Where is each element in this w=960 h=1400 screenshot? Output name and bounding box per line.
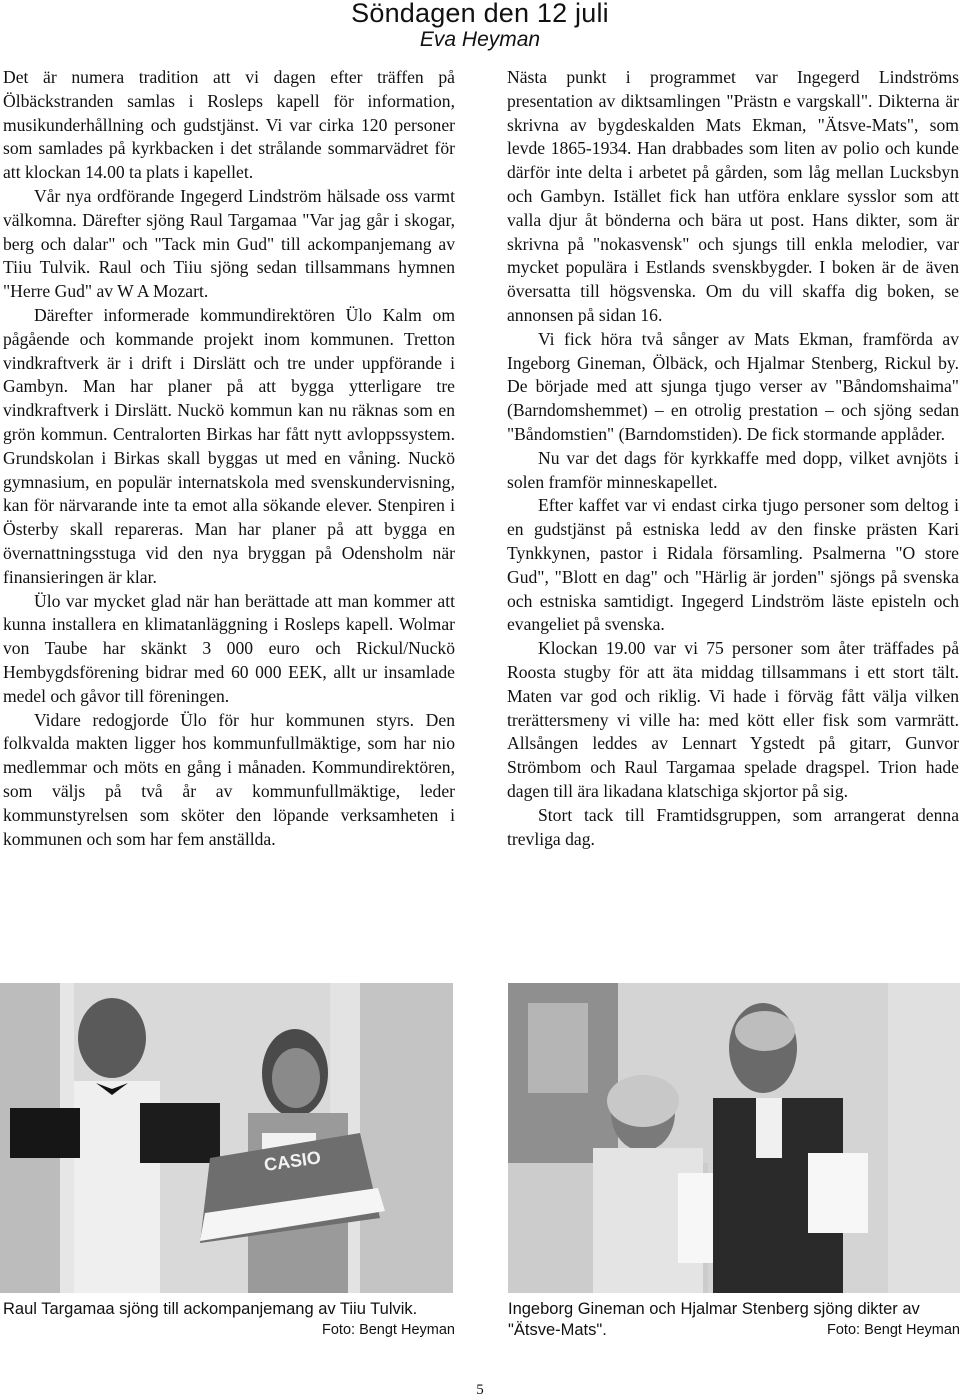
photo-credit: Foto: Bengt Heyman	[322, 1322, 455, 1338]
paragraph: Vår nya ordförande Ingegerd Lindström hälsade oss varmt välkomna. Därefter sjöng Raul Targamaa "Var jag går i skogar, berg och dalar" och "Tack min Gud" till ackompanjemang av Tiiu Tulvik. Raul och Tiiu sjöng sedan tillsammans hymnen "Herre Gud" av W A Mozart.	[3, 185, 455, 302]
paragraph: Vidare redogjorde Ülo för hur kommunen styrs. Den folkvalda makten ligger hos kommunfullmäktige, som har nio medlemmar och möts en gång i månaden. Kommundirektören, som väljs på två år av kommunfullmäktige, leder kommunstyrelsen som sköter den löpande verksamheten i kommunen och som har fem anställda.	[3, 709, 455, 849]
article-column-left	[3, 66, 455, 851]
keyboard-brand-logo: CASIO	[262, 1147, 323, 1175]
caption-text: Raul Targamaa sjöng till ackompanjemang av Tiiu Tulvik.	[3, 1300, 418, 1318]
paragraph: Stort tack till Framtidsgruppen, som arrangerat denna trevliga dag.	[507, 804, 959, 849]
photo-singers-keyboard	[0, 983, 453, 1293]
paragraph: Efter kaffet var vi endast cirka tjugo personer som deltog i en gudstjänst på estniska ledd av den finske prästen Kari Tynkkynen, pastor i Ridala församling. Psalmerna "O store Gud", "Blott en dag" och "Härlig är jorden" sjöngs på svenska och estniska samtidigt. Ingegerd Lindström läste episteln och evangeliet på svenska.	[507, 495, 959, 635]
page-header	[0, 0, 960, 52]
paragraph: Därefter informerade kommundirektören Ülo Kalm om pågående och kommande projekt inom kommunen. Tretton vindkraftverk är i drift i Dirslätt och tre under uppförande i Gambyn. Man har planer på att bygga ytterligare tre vindkraftverk i Dirslätt. Nuckö kommun kan nu räknas som en grön kommun. Centralorten Birkas har fått nytt avloppssystem. Grundskolan i Birkas skall byggas ut med en våning. Nuckö gymnasium, en populär internatskola med svenskundervisning, kan för närvarande inte ta emot alla sökande elever. Stenpiren i Österby skall repareras. Man har planer på att bygga en övernattningsstuga vid den nya bryggan på Odensholm när finansieringen är klar.	[3, 304, 455, 587]
page-title: Söndagen den 12 juli	[351, 0, 609, 28]
paragraph: Ülo var mycket glad när han berättade att man kommer att kunna installera en klimatanläggning i Rosleps kapell. Wolmar von Taube har skänkt 3 000 euro och Rickul/Nuckö Hembygdsförening bidrar med 60 000 EEK, allt ur insamlade medel och gåvor till föreningen.	[3, 590, 455, 706]
paragraph: Nu var det dags för kyrkkaffe med dopp, vilket avnjöts i solen framför minneskapellet.	[507, 447, 959, 492]
photo-caption-right	[508, 1299, 960, 1341]
page-number: 5	[476, 1382, 484, 1398]
paragraph: Det är numera tradition att vi dagen efter träffen på Ölbäckstranden samlas i Rosleps kapell för information, musikunderhållning och gudstjänst. Vi var cirka 120 personer som samlades på kyrkbacken i det strålande sommarvädret för att klockan 14.00 ta plats i kapellet.	[3, 67, 455, 183]
photo-credit: Foto: Bengt Heyman	[827, 1322, 960, 1338]
caption-text: Ingeborg Gineman och Hjalmar Stenberg sjöng dikter av "Ätsve-Mats".	[508, 1300, 920, 1339]
paragraph: Klockan 19.00 var vi 75 personer som åter träffades på Roosta stugby för att äta middag tillsammans i ett stort tält. Maten var god och riklig. Vi hade i förväg fått välja vilken trerättersmeny vi ville ha: med kött eller fisk som varmrätt. Allsången leddes av Lennart Ygstedt på gitarr, Gunvor Strömbom och Raul Targamaa spelade dragspel. Trion hade dagen till ära likadana klatschiga skjortor på sig.	[507, 638, 959, 801]
article-column-right	[507, 66, 959, 851]
author-byline: Eva Heyman	[419, 28, 541, 51]
photo-caption-left	[3, 1299, 455, 1341]
photo-singers-chapel	[508, 983, 960, 1293]
paragraph: Nästa punkt i programmet var Ingegerd Lindströms presentation av diktsamlingen "Prästn e vargskall". Dikterna är skrivna av bygdeskalden Mats Ekman, "Ätsve-Mats", som levde 1865-1934. Han drabbades som liten av polio och kunde därför inte delta i arbetet på gården, som låg mellan Lucksbyn och Gambyn. Istället fick han utföra enklare sysslor som att valla djur åt bönderna och bära ut post. Hans dikter, som är skrivna på "nokasvensk" och sjungs till enkla melodier, var mycket populära i Estlands svenskbygder. I boken är de även översatta till högsvenska. Om du vill skaffa dig boken, se annonsen på sidan 16.	[507, 67, 959, 325]
paragraph: Vi fick höra två sånger av Mats Ekman, framförda av Ingeborg Gineman, Ölbäck, och Hjalmar Stenberg, Rickul by. De började med att sjunga tjugo verser av "Båndomshaima" (Barndomshemmet) – en otrolig prestation – och sjöng sedan "Båndomstien" (Barndomstiden). De fick stormande applåder.	[507, 328, 959, 444]
